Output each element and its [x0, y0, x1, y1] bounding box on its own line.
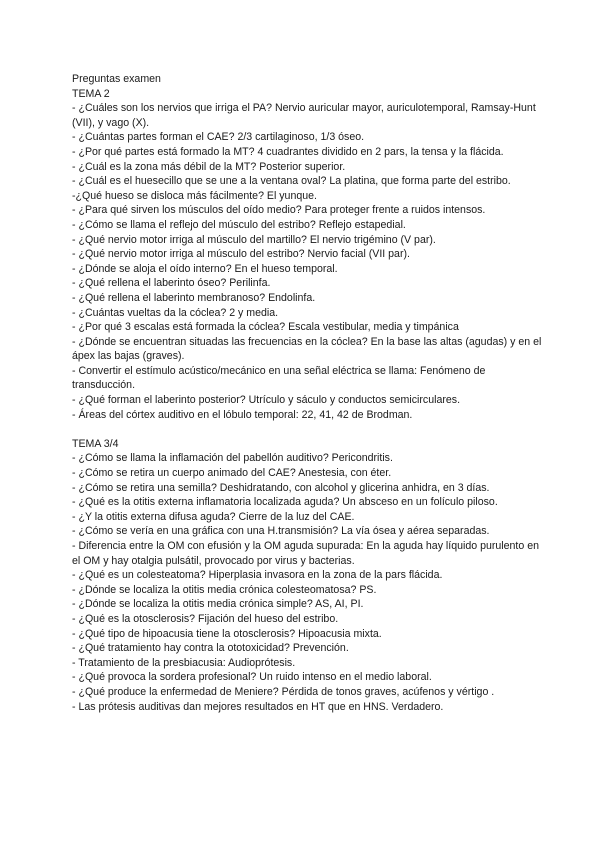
section-heading-tema-2: TEMA 2	[72, 87, 110, 100]
section-tema-3-4-list	[72, 451, 542, 714]
list-item: - ¿Dónde se aloja el oído interno? En el hueso temporal.	[72, 262, 338, 275]
list-item: - ¿Cómo se vería en una gráfica con una H.transmisión? La vía ósea y aérea separadas.	[72, 525, 490, 538]
list-item: - Las prótesis auditivas dan mejores resultados en HT que en HNS. Verdadero.	[72, 700, 444, 713]
list-item: - ¿Dónde se localiza la otitis media crónica colesteomatosa? PS.	[72, 583, 377, 596]
list-item: - ¿Qué nervio motor irriga al músculo del martillo? El nervio trigémino (V par).	[72, 233, 436, 246]
list-item: - ¿Qué tipo de hipoacusia tiene la otosclerosis? Hipoacusia mixta.	[72, 627, 382, 640]
list-item: - ¿Cómo se llama la inflamación del pabellón auditivo? Pericondritis.	[72, 452, 393, 465]
list-item: - ¿Qué rellena el laberinto óseo? Perilinfa.	[72, 277, 271, 290]
list-item: - ¿Qué forman el laberinto posterior? Utrículo y sáculo y conductos semicirculares.	[72, 394, 461, 407]
list-item: - ¿Por qué partes está formado la MT? 4 cuadrantes dividido en 2 pars, la tensa y la flácida.	[72, 145, 504, 158]
list-item: - ¿Qué es un colesteatoma? Hiperplasia invasora en la zona de la pars flácida.	[72, 569, 443, 582]
list-item: - Áreas del córtex auditivo en el lóbulo temporal: 22, 41, 42 de Brodman.	[72, 408, 413, 421]
list-item: - ¿Qué rellena el laberinto membranoso? Endolinfa.	[72, 291, 316, 304]
list-item: - ¿Cómo se llama el reflejo del músculo del estribo? Reflejo estapedial.	[72, 218, 406, 231]
list-item: - Convertir el estímulo acústico/mecánico en una señal eléctrica se llama: Fenómeno de transducción.	[72, 364, 486, 392]
list-item: - Diferencia entre la OM con efusión y la OM aguda supurada: En la aguda hay líquido purulento en el OM y hay otalgia pulsátil, provocado por virus y bacterias.	[72, 540, 539, 567]
list-item: - ¿Cuántas vueltas da la cóclea? 2 y media.	[72, 306, 279, 319]
list-item: - ¿Qué tratamiento hay contra la ototoxicidad? Prevención.	[72, 642, 349, 655]
list-item: - Tratamiento de la presbiacusia: Audioprótesis.	[72, 656, 296, 669]
list-item: - ¿Por qué 3 escalas está formada la cóclea? Escala vestibular, media y timpánica	[72, 321, 459, 334]
list-item: - ¿Qué es la otitis externa inflamatoria localizada aguda? Un absceso en un folículo piloso.	[72, 496, 498, 509]
list-item: - ¿Para qué sirven los músculos del oído medio? Para proteger frente a ruidos intensos.	[72, 204, 486, 217]
list-item: - ¿Cuál es el huesecillo que se une a la ventana oval? La platina, que forma parte del estribo.	[72, 175, 511, 188]
list-item: - ¿Qué produce la enfermedad de Meniere? Pérdida de tonos graves, acúfenos y vértigo .	[72, 685, 495, 698]
list-item: - ¿Qué nervio motor irriga al músculo del estribo? Nervio facial (VII par).	[72, 248, 410, 261]
list-item: - ¿Cuántas partes forman el CAE? 2/3 cartilaginoso, 1/3 óseo.	[72, 131, 365, 144]
list-item: - ¿Qué provoca la sordera profesional? Un ruido intenso en el medio laboral.	[72, 671, 432, 684]
list-item: - ¿Dónde se localiza la otitis media crónica simple? AS, AI, PI.	[72, 598, 364, 611]
list-item: - ¿Y la otitis externa difusa aguda? Cierre de la luz del CAE.	[72, 510, 355, 523]
list-item: - ¿Cuáles son los nervios que irriga el PA? Nervio auricular mayor, auriculotemporal, Ramsay-Hunt (VII), y vago (X).	[72, 102, 536, 129]
section-tema-2-list	[72, 101, 542, 422]
list-item: - ¿Cuál es la zona más débil de la MT? Posterior superior.	[72, 160, 346, 173]
list-item: - ¿Cómo se retira una semilla? Deshidratando, con alcohol y glicerina anhidra, en 3 días.	[72, 481, 490, 494]
document-title: Preguntas examen	[72, 73, 161, 85]
list-item: - ¿Cómo se retira un cuerpo animado del CAE? Anestesia, con éter.	[72, 467, 392, 480]
list-item: - ¿Dónde se encuentran situadas las frecuencias en la cóclea? En la base las altas (agudas) y en el ápex las bajas (graves).	[72, 335, 542, 363]
section-spacer	[72, 422, 542, 437]
document-page	[72, 72, 542, 714]
list-item: - ¿Qué es la otosclerosis? Fijación del hueso del estribo.	[72, 612, 339, 625]
list-item: -¿Qué hueso se disloca más fácilmente? El yunque.	[72, 189, 317, 202]
section-heading-tema-3-4: TEMA 3/4	[72, 437, 119, 450]
